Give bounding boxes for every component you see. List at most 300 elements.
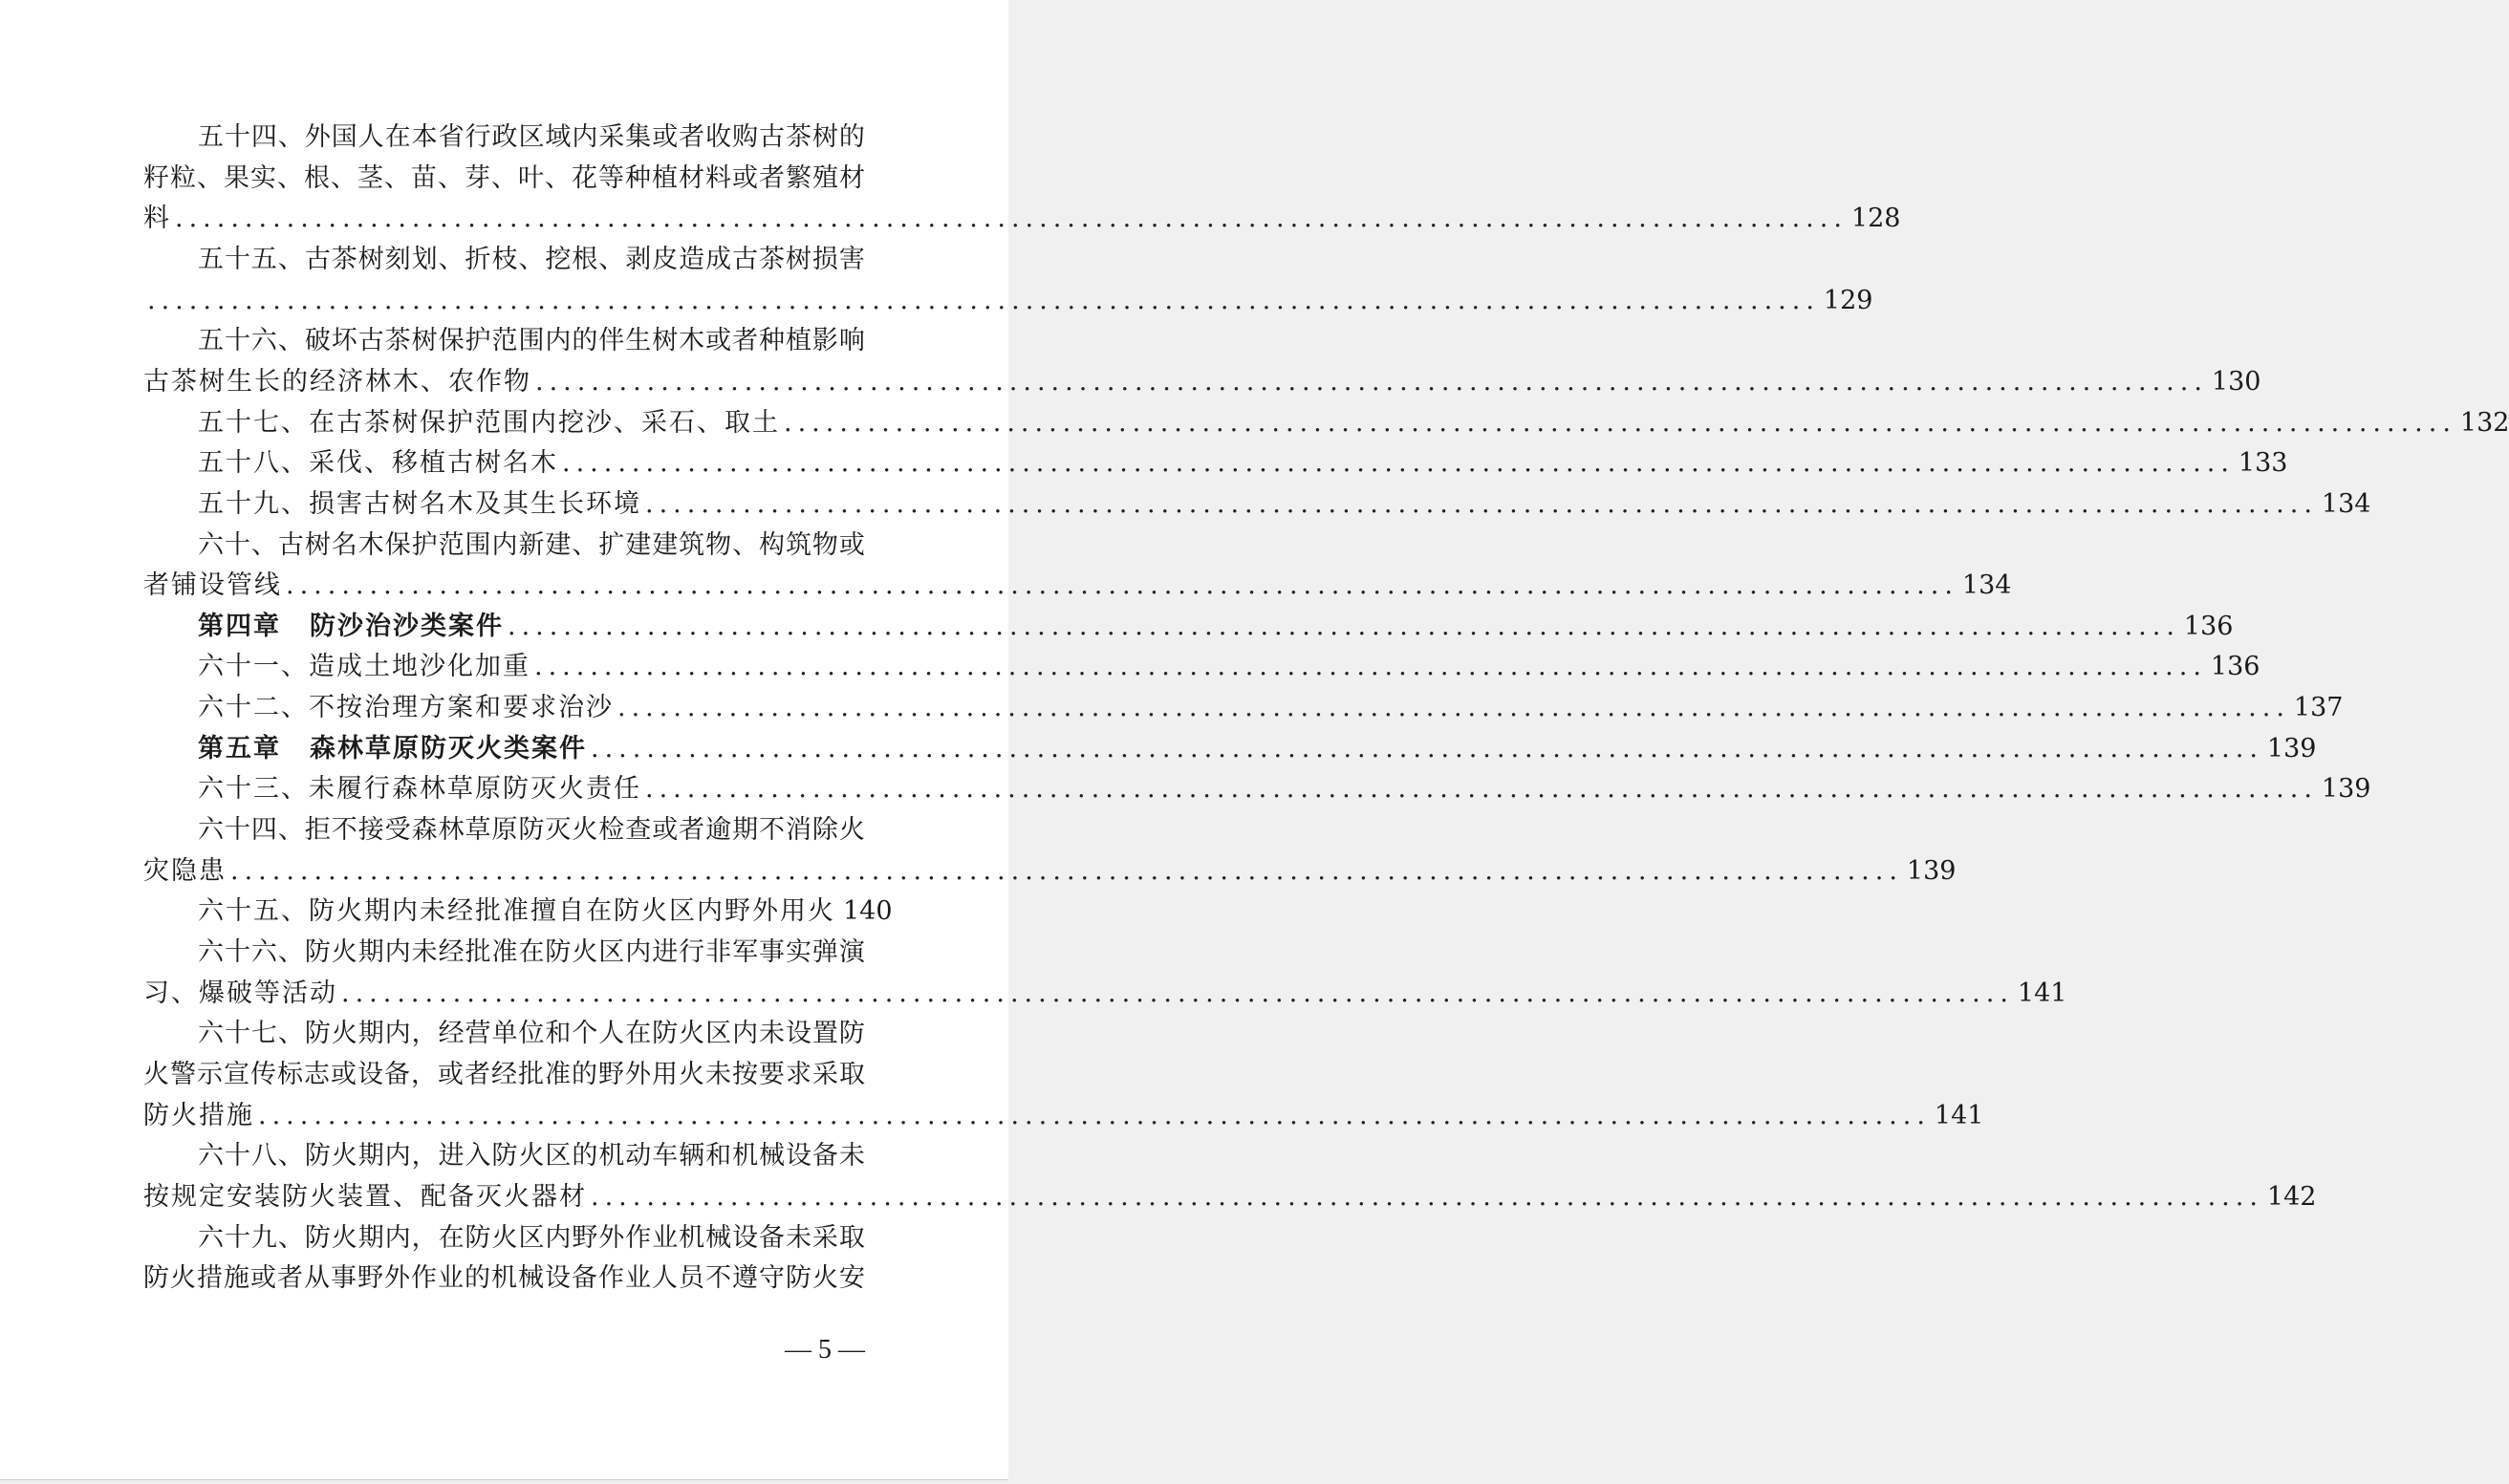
toc-char: 外 <box>598 1223 625 1253</box>
toc-char: 六 <box>198 530 224 560</box>
toc-page-number: 132 <box>2459 408 2509 438</box>
toc-entry-title: 六十三、未履行森林草原防灭火责任 <box>198 774 641 804</box>
toc-page-number: 130 <box>2211 367 2261 397</box>
toc-char: 经 <box>491 1060 517 1089</box>
toc-char: 根 <box>572 245 598 274</box>
toc-char: 军 <box>732 937 759 967</box>
toc-char: 非 <box>705 937 732 967</box>
toc-char: ， <box>411 1141 438 1171</box>
leader-dots: ........................................................................................................................ <box>147 286 1820 315</box>
toc-entry-line <box>198 1014 865 1054</box>
toc-char: 械 <box>759 1141 786 1171</box>
toc-page-number: 133 <box>2238 448 2288 478</box>
toc-char: ， <box>411 1060 437 1089</box>
toc-char: 草 <box>465 815 491 845</box>
toc-char: 火 <box>518 1141 545 1171</box>
toc-entry-title: 六十一、造成土地沙化加重 <box>198 652 530 681</box>
toc-char: 弹 <box>811 937 838 967</box>
toc-char: 构 <box>759 530 786 560</box>
toc-char: 造 <box>679 245 705 274</box>
toc-char: 五 <box>250 245 277 274</box>
toc-char: 树 <box>411 326 438 355</box>
toc-char: 原 <box>491 815 518 845</box>
toc-char: 的 <box>572 326 598 355</box>
toc-char: 区 <box>598 937 625 967</box>
toc-char: 火 <box>491 1223 518 1253</box>
chapter-label: 第四章 <box>198 612 281 641</box>
toc-entry-title: 灾隐患 <box>143 856 227 886</box>
toc-char: 安 <box>839 1263 865 1293</box>
toc-char: 机 <box>598 1141 625 1171</box>
toc-char: 材 <box>839 163 865 193</box>
toc-char: 和 <box>705 1141 732 1171</box>
toc-char: 森 <box>411 815 438 845</box>
toc-char: 五 <box>198 245 224 274</box>
toc-char: 、 <box>277 1019 304 1048</box>
toc-char: 收 <box>705 122 732 152</box>
toc-char: 皮 <box>652 245 679 274</box>
toc-char: 不 <box>759 815 786 845</box>
toc-char: 挖 <box>545 245 572 274</box>
toc-page-number: 129 <box>1823 286 1873 315</box>
toc-char: 野 <box>357 1263 383 1293</box>
toc-char: 期 <box>357 937 384 967</box>
toc-char: 野 <box>572 1223 598 1253</box>
toc-char: 批 <box>465 937 491 967</box>
toc-char: 火 <box>572 815 598 845</box>
toc-char: 六 <box>250 937 277 967</box>
toc-char: 施 <box>224 1263 249 1293</box>
toc-char: 六 <box>198 1223 224 1253</box>
leader-dots: ........................................................................................................................ <box>562 448 2235 478</box>
toc-char: 林 <box>438 815 465 845</box>
toc-char: 、 <box>277 937 304 967</box>
toc-char: 的 <box>572 1060 597 1089</box>
toc-char: 未 <box>705 1060 731 1089</box>
toc-char: 防 <box>304 1141 331 1171</box>
toc-char: 的 <box>572 1141 598 1171</box>
toc-char: 树 <box>357 245 384 274</box>
toc-char: 护 <box>465 326 491 355</box>
toc-page-number: 141 <box>1934 1101 1984 1130</box>
toc-char: 六 <box>198 937 224 967</box>
toc-char: 本 <box>411 122 438 152</box>
toc-char: 、 <box>277 1141 304 1171</box>
toc-entry-line <box>198 118 865 158</box>
toc-char: 取 <box>839 1060 865 1089</box>
toc-char: 或 <box>652 122 679 152</box>
toc-char: 要 <box>759 1060 785 1089</box>
toc-char: 火 <box>679 1019 705 1048</box>
toc-char: 防 <box>143 1263 169 1293</box>
toc-char: 刻 <box>384 245 411 274</box>
leader-dots: ........................................................................................................................ <box>645 774 2318 804</box>
toc-char: 作 <box>411 1263 437 1293</box>
toc-char: 按 <box>732 1060 758 1089</box>
toc-entry-title: 防火措施 <box>143 1101 254 1130</box>
toc-char: 实 <box>250 163 276 193</box>
toc-entry-line <box>143 362 2261 402</box>
toc-char: 人 <box>357 122 384 152</box>
toc-char: 木 <box>357 530 384 560</box>
toc-entry-line <box>143 1177 2317 1217</box>
toc-char: 筑 <box>679 530 705 560</box>
toc-char: 四 <box>250 122 277 152</box>
chapter-name: 防沙治沙类案件 <box>310 612 504 641</box>
toc-char: 区 <box>518 122 545 152</box>
toc-char: 坏 <box>331 326 357 355</box>
toc-entry-line <box>198 240 865 280</box>
toc-char: 种 <box>759 326 786 355</box>
toc-char: 火 <box>331 1223 357 1253</box>
toc-char: 未 <box>785 1223 811 1253</box>
toc-char: 查 <box>625 815 652 845</box>
toc-char: 域 <box>545 122 572 152</box>
toc-char: 、 <box>518 245 545 274</box>
toc-char: 火 <box>331 1141 357 1171</box>
toc-char: 火 <box>838 815 865 845</box>
toc-entry-title: 者铺设管线 <box>143 570 282 600</box>
toc-char: 、 <box>438 245 465 274</box>
toc-page-number: 142 <box>2266 1182 2317 1212</box>
toc-char: 十 <box>224 245 250 274</box>
toc-char: 在 <box>625 1019 652 1048</box>
leader-dots: ........................................................................................................................ <box>341 979 2014 1008</box>
toc-char: 设 <box>357 1060 383 1089</box>
toc-char: 筑 <box>785 530 811 560</box>
toc-entry-title: 习、爆破等活动 <box>143 979 337 1008</box>
toc-char: 围 <box>518 326 545 355</box>
toc-char: 外 <box>304 122 331 152</box>
toc-char: 、 <box>384 163 410 193</box>
chapter-title <box>198 607 504 647</box>
toc-char: 保 <box>384 530 411 560</box>
toc-char: 火 <box>331 937 357 967</box>
toc-char: 区 <box>545 1141 572 1171</box>
toc-char: 防 <box>545 937 572 967</box>
toc-char: 消 <box>785 815 811 845</box>
toc-entry-line <box>143 281 1873 321</box>
toc-char: 或 <box>250 1263 276 1293</box>
toc-char: 十 <box>224 1223 250 1253</box>
toc-char: 折 <box>465 245 491 274</box>
toc-char: 防 <box>304 937 331 967</box>
toc-char: 械 <box>518 1263 544 1293</box>
toc-char: 保 <box>438 326 465 355</box>
toc-char: 四 <box>250 815 277 845</box>
toc-char: 防 <box>304 1019 331 1048</box>
toc-char: 采 <box>811 1223 838 1253</box>
toc-char: 植 <box>652 163 678 193</box>
toc-char: 防 <box>465 1223 491 1253</box>
leader-dots: ........................................................................................................................ <box>784 408 2456 438</box>
toc-char: 的 <box>465 1263 490 1293</box>
toc-char: 火 <box>143 1060 169 1089</box>
toc-char: 经 <box>438 1019 465 1048</box>
toc-char: 物 <box>705 530 732 560</box>
toc-entry-line <box>198 688 2344 728</box>
toc-char: 料 <box>705 163 731 193</box>
toc-page-number: 141 <box>2017 979 2067 1008</box>
toc-char: 根 <box>304 163 330 193</box>
toc-char: 、 <box>491 163 517 193</box>
toc-char: 准 <box>491 937 518 967</box>
toc-char: 十 <box>224 1019 250 1048</box>
toc-char: 七 <box>250 1019 277 1048</box>
toc-char: 树 <box>652 326 679 355</box>
toc-char: ， <box>411 1019 438 1048</box>
toc-char: 树 <box>304 530 331 560</box>
toc-char: 十 <box>224 937 250 967</box>
toc-char: 十 <box>224 815 250 845</box>
toc-char: 物 <box>811 530 838 560</box>
toc-char: 生 <box>625 326 652 355</box>
toc-entry-title: 古茶树生长的经济林木、农作物 <box>143 367 531 397</box>
leader-dots: ........................................................................................................................ <box>591 1182 2263 1212</box>
toc-char: 芽 <box>465 163 490 193</box>
toc-char: 十 <box>224 530 250 560</box>
toc-char: 火 <box>679 1060 704 1089</box>
toc-char: 业 <box>438 1263 464 1293</box>
toc-char: 古 <box>304 245 331 274</box>
toc-chapter-entry <box>198 607 2234 647</box>
toc-page-number: 139 <box>2266 734 2317 764</box>
toc-char: 枝 <box>491 245 518 274</box>
toc-char: 建 <box>545 530 572 560</box>
toc-char: 防 <box>491 1141 518 1171</box>
toc-char: 扩 <box>598 530 625 560</box>
toc-char: 设 <box>785 1141 811 1171</box>
toc-char: 宣 <box>224 1060 249 1089</box>
toc-char: 备 <box>384 1060 410 1089</box>
toc-char: 经 <box>438 937 465 967</box>
toc-char: 内 <box>545 326 572 355</box>
toc-entry-line <box>143 1096 1984 1136</box>
toc-char: 名 <box>331 530 357 560</box>
toc-char: 、 <box>197 163 223 193</box>
toc-entry-line <box>198 810 865 850</box>
toc-char: 区 <box>518 1223 545 1253</box>
toc-char: 古 <box>277 530 304 560</box>
toc-char: 者 <box>465 1060 490 1089</box>
toc-entry-line <box>143 159 865 199</box>
toc-entry-line <box>198 892 893 932</box>
toc-char: 车 <box>652 1141 679 1171</box>
leader-dots: ........................................................................................................................ <box>175 204 1848 233</box>
toc-char: 从 <box>304 1263 330 1293</box>
toc-char: 求 <box>786 1060 811 1089</box>
toc-char: 六 <box>198 1141 224 1171</box>
toc-entry-line <box>198 647 2260 687</box>
toc-char: 防 <box>304 1223 331 1253</box>
toc-char: 行 <box>465 122 491 152</box>
toc-char: 设 <box>732 1223 759 1253</box>
toc-char: 古 <box>732 245 759 274</box>
toc-entry-title: 按规定安装防火装置、配备灭火器材 <box>143 1182 587 1212</box>
toc-char: 政 <box>491 122 518 152</box>
toc-char: 茶 <box>759 245 786 274</box>
toc-char: 实 <box>785 937 811 967</box>
toc-char: 员 <box>679 1263 704 1293</box>
toc-char: 或 <box>331 1060 357 1089</box>
toc-char: 植 <box>785 326 811 355</box>
toc-entry-line <box>198 1218 865 1258</box>
toc-char: 、 <box>438 163 464 193</box>
leader-dots: ........................................................................................................................ <box>534 652 2207 681</box>
toc-char: 事 <box>759 937 786 967</box>
toc-char: 十 <box>224 122 250 152</box>
toc-char: 六 <box>198 1019 224 1048</box>
toc-char: 粒 <box>170 163 196 193</box>
toc-char: 、 <box>250 530 277 560</box>
toc-char: 省 <box>438 122 465 152</box>
toc-char: 五 <box>198 326 224 355</box>
toc-entry-line <box>198 1136 865 1176</box>
toc-char: 树 <box>785 245 811 274</box>
toc-char: 六 <box>250 326 277 355</box>
toc-char: 古 <box>759 122 786 152</box>
toc-char: 殖 <box>812 163 838 193</box>
toc-entry-title: 六十五、防火期内未经批准擅自在防火区内野外用火 <box>198 896 835 926</box>
toc-char: 期 <box>732 815 759 845</box>
toc-char: 茶 <box>384 326 411 355</box>
leader-dots: ........................................................................................................................ <box>258 1101 1931 1130</box>
toc-char: 者 <box>679 122 705 152</box>
toc-char: 设 <box>785 1019 811 1048</box>
toc-char: 受 <box>384 815 411 845</box>
toc-char: 在 <box>384 122 411 152</box>
toc-char: 内 <box>384 1019 411 1048</box>
toc-entry-line <box>198 321 865 361</box>
toc-page-number: 136 <box>2183 612 2234 641</box>
toc-char: 内 <box>384 1223 411 1253</box>
toc-char: 六 <box>198 815 224 845</box>
toc-char: 期 <box>357 1141 384 1171</box>
toc-char: 志 <box>304 1060 330 1089</box>
toc-char: 木 <box>679 326 705 355</box>
toc-page-number: 140 <box>843 896 893 926</box>
toc-char: 内 <box>572 122 598 152</box>
toc-char: 的 <box>838 122 865 152</box>
toc-char: 范 <box>438 530 465 560</box>
toc-entry-line <box>198 403 2509 443</box>
toc-char: 茶 <box>331 245 357 274</box>
toc-char: 者 <box>732 326 759 355</box>
toc-char: 械 <box>705 1223 732 1253</box>
toc-char: 材 <box>679 163 704 193</box>
toc-char: 行 <box>679 937 705 967</box>
leader-dots: ........................................................................................................................ <box>617 693 2290 722</box>
toc-char: 演 <box>838 937 865 967</box>
toc-char: ， <box>411 1223 438 1253</box>
toc-entry-line <box>198 484 2371 525</box>
toc-page-number: 134 <box>1961 570 2012 600</box>
toc-page-number: 136 <box>2210 652 2260 681</box>
toc-char: 划 <box>411 245 438 274</box>
toc-char: 叶 <box>518 163 544 193</box>
toc-char: 八 <box>250 1141 277 1171</box>
toc-char: 火 <box>572 937 598 967</box>
toc-char: 籽 <box>143 163 169 193</box>
toc-char: 或 <box>652 815 679 845</box>
toc-char: 内 <box>732 1019 759 1048</box>
toc-char: 者 <box>759 163 785 193</box>
chapter-label: 第五章 <box>198 734 281 764</box>
chapter-name: 森林草原防灭火类案件 <box>310 734 587 764</box>
toc-entry-line <box>198 526 865 566</box>
toc-char: 火 <box>331 1019 357 1048</box>
toc-char: 防 <box>786 1263 811 1293</box>
toc-char: 建 <box>625 530 652 560</box>
toc-char: 营 <box>465 1019 491 1048</box>
toc-char: 等 <box>598 163 624 193</box>
toc-entry-line <box>143 199 1901 239</box>
toc-char: 防 <box>652 1019 679 1048</box>
toc-char: 未 <box>838 1141 865 1171</box>
toc-char: 、 <box>732 530 759 560</box>
leader-dots: ........................................................................................................................ <box>645 489 2318 519</box>
toc-char: 、 <box>545 163 571 193</box>
toc-char: 、 <box>277 122 304 152</box>
toc-char: 者 <box>679 815 705 845</box>
toc-char: 茶 <box>785 122 811 152</box>
toc-char: 购 <box>732 122 759 152</box>
toc-char: 标 <box>277 1060 303 1089</box>
toc-char: 十 <box>224 1141 250 1171</box>
toc-char: 十 <box>224 326 250 355</box>
toc-char: 成 <box>705 245 732 274</box>
toc-char: 除 <box>811 815 838 845</box>
toc-char: 、 <box>572 530 598 560</box>
toc-page-number: 139 <box>1906 856 1957 886</box>
toc-char: 传 <box>250 1060 276 1089</box>
toc-char: 作 <box>598 1263 624 1293</box>
toc-chapter-entry <box>198 729 2317 769</box>
toc-char: 用 <box>652 1060 678 1089</box>
toc-char: 不 <box>331 815 357 845</box>
toc-char: 繁 <box>786 163 811 193</box>
toc-char: 、 <box>598 245 625 274</box>
toc-char: 响 <box>838 326 865 355</box>
toc-char: 者 <box>277 1263 303 1293</box>
toc-char: 外 <box>384 1263 410 1293</box>
toc-char: 防 <box>518 815 545 845</box>
toc-char: 、 <box>277 163 303 193</box>
toc-char: 拒 <box>304 815 331 845</box>
toc-entry-title: 料 <box>143 204 171 233</box>
toc-char: 、 <box>277 1223 304 1253</box>
toc-entry-line <box>143 566 2012 606</box>
toc-entry-title: 五十九、损害古树名木及其生长环境 <box>198 489 641 519</box>
toc-char: 或 <box>438 1060 464 1089</box>
toc-char: 剥 <box>625 245 652 274</box>
toc-char: 火 <box>170 1263 196 1293</box>
toc-page-number: 139 <box>2321 774 2371 804</box>
toc-char: 内 <box>384 937 411 967</box>
toc-char: 果 <box>224 163 249 193</box>
toc-char: 火 <box>812 1263 838 1293</box>
toc-char: 或 <box>732 163 758 193</box>
leader-dots: ........................................................................................................................ <box>591 734 2263 764</box>
toc-char: 期 <box>357 1223 384 1253</box>
toc-char: 进 <box>438 1141 465 1171</box>
toc-entry-line <box>143 974 2067 1014</box>
toc-char: 防 <box>838 1019 865 1048</box>
toc-char: 建 <box>652 530 679 560</box>
toc-char: 守 <box>759 1263 785 1293</box>
toc-entry-title: 五十七、在古茶树保护范围内挖沙、采石、取土 <box>198 408 780 438</box>
toc-char: 置 <box>811 1019 838 1048</box>
